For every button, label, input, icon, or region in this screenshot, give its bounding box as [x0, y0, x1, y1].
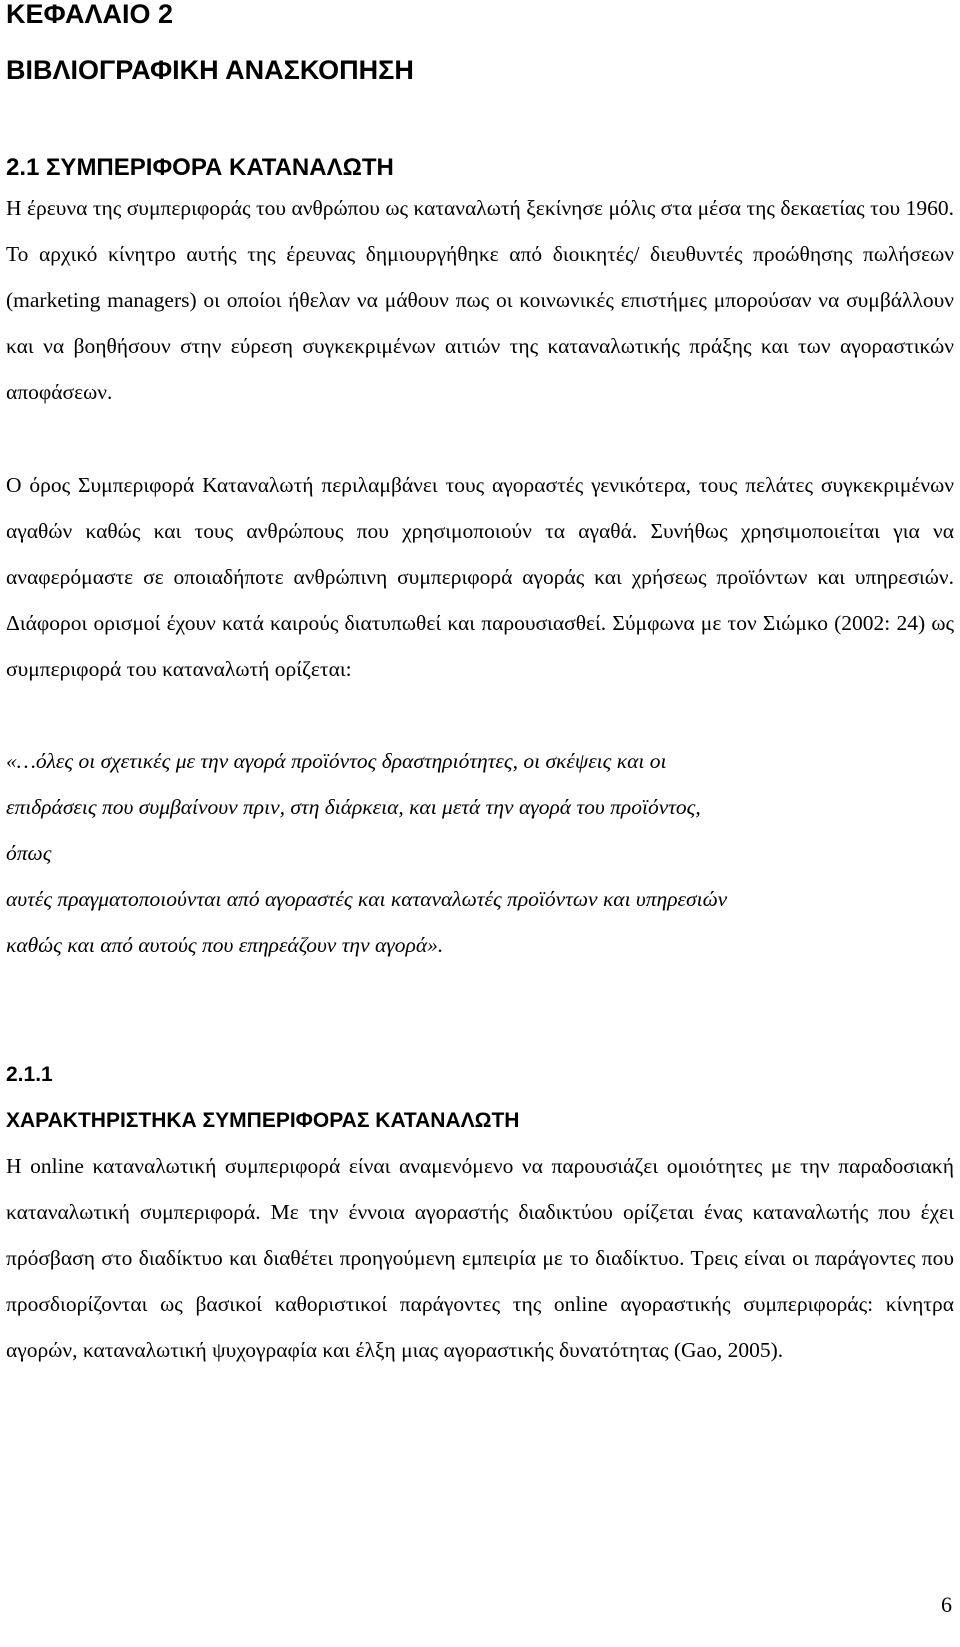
quote-line: καθώς και από αυτούς που επηρεάζουν την αγορά».	[6, 933, 444, 957]
quote-line: όπως	[6, 841, 52, 865]
chapter-title: ΒΙΒΛΙΟΓΡΑΦΙΚΗ ΑΝΑΣΚΟΠΗΣΗ	[6, 55, 414, 85]
quote-line: «…όλες οι σχετικές με την αγορά προϊόντος δραστηριότητες, οι σκέψεις και οι	[6, 749, 667, 773]
subsection-paragraph: Η online καταναλωτική συμπεριφορά είναι αναμενόμενο να παρουσιάζει ομοιότητες με την παραδοσιακή καταναλωτική συμπεριφορά. Με την έννοια αγοραστής διαδικτύου ορίζεται ένας καταναλωτής που έχει πρόσβαση στο διαδίκτυο και διαθέτει προηγούμενη εμπειρία με το διαδίκτυο. Τρεις είναι οι παράγοντες που προσδιορίζονται ως βασικοί καθοριστικοί παράγοντες της online αγοραστικής συμπεριφοράς: κίνητρα αγορών, καταναλωτική ψυχογραφία και έλξη μιας αγοραστικής δυνατότητας (Gao, 2005).	[6, 1154, 954, 1362]
subsection-title: ΧΑΡΑΚΤΗΡΙΣΤΗΚΑ ΣΥΜΠΕΡΙΦΟΡΑΣ ΚΑΤΑΝΑΛΩΤΗ	[6, 1109, 520, 1132]
section-title: 2.1 ΣΥΜΠΕΡΙΦΟΡΑ ΚΑΤΑΝΑΛΩΤΗ	[6, 154, 394, 181]
subsection-number: 2.1.1	[6, 1063, 53, 1086]
quote-line: επιδράσεις που συμβαίνουν πριν, στη διάρκεια, και μετά την αγορά του προϊόντος,	[6, 795, 701, 819]
page-number: 6	[941, 1592, 952, 1617]
section-paragraph-1: Η έρευνα της συμπεριφοράς του ανθρώπου ως καταναλωτή ξεκίνησε μόλις στα μέσα της δεκαετίας του 1960. Το αρχικό κίνητρο αυτής της έρευνας δημιουργήθηκε από διοικητές/ διευθυντές προώθησης πωλήσεων (marketing managers) οι οποίοι ήθελαν να μάθουν πως οι κοινωνικές επιστήμες μπορούσαν να συμβάλλουν και να βοηθήσουν στην εύρεση συγκεκριμένων αιτιών της καταναλωτικής πράξης και των αγοραστικών αποφάσεων.	[6, 196, 954, 404]
quote-line: αυτές πραγματοποιούνται από αγοραστές και καταναλωτές προϊόντων και υπηρεσιών	[6, 887, 728, 911]
chapter-number: ΚΕΦΑΛΑΙΟ 2	[6, 0, 173, 29]
section-paragraph-2: Ο όρος Συμπεριφορά Καταναλωτή περιλαμβάνει τους αγοραστές γενικότερα, τους πελάτες συγκεκριμένων αγαθών καθώς και τους ανθρώπους που χρησιμοποιούν τα αγαθά. Συνήθως χρησιμοποιείται για να αναφερόμαστε σε οποιαδήποτε ανθρώπινη συμπεριφορά αγοράς και χρήσεως προϊόντων και υπηρεσιών. Διάφοροι ορισμοί έχουν κατά καιρούς διατυπωθεί και παρουσιασθεί. Σύμφωνα με τον Σιώμκο (2002: 24) ως συμπεριφορά του καταναλωτή ορίζεται:	[6, 473, 954, 681]
